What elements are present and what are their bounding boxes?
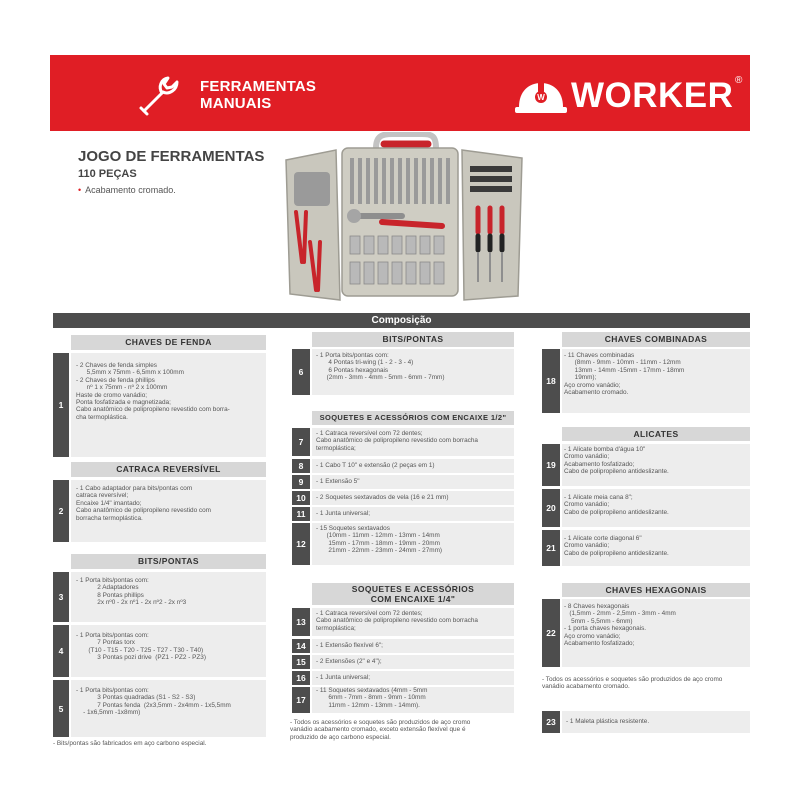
item-text: - 11 Soquetes sextavados (4mm - 5mm 6mm - 7mm - 8mm - 9mm - 10mm 11mm - 12mm - 13mm - 14mm). bbox=[316, 687, 428, 709]
item-text: - 2 Soquetes sextavados de vela (16 e 21 mm) bbox=[316, 494, 449, 501]
category-line-2: MANUAIS bbox=[200, 95, 272, 112]
item-number: 20 bbox=[542, 489, 560, 527]
heading-line-1: SOQUETES E ACESSÓRIOS bbox=[351, 584, 475, 594]
item-number: 5 bbox=[53, 680, 69, 737]
section-heading-hexagonais: CHAVES HEXAGONAIS bbox=[562, 583, 750, 597]
item-number: 6 bbox=[292, 349, 310, 395]
item-number: 8 bbox=[292, 459, 310, 473]
item-text: - 1 Maleta plástica resistente. bbox=[566, 718, 650, 725]
heading-line-2: COM ENCAIXE 1/4" bbox=[370, 593, 456, 604]
item-number: 13 bbox=[292, 608, 310, 636]
product-finish bbox=[78, 185, 176, 195]
item-number: 23 bbox=[542, 711, 560, 733]
item-text: - 1 Alicate bomba d'água 10" Cromo vanádio; Acabamento fosfatizado; Cabo de polipropileno antideslizante. bbox=[564, 446, 669, 476]
item-text: - 1 Extensão 5" bbox=[316, 478, 360, 485]
item-number: 7 bbox=[292, 428, 310, 456]
item-number: 19 bbox=[542, 444, 560, 486]
item-text: - 1 Alicate meia cana 8"; Cromo vanádio; Cabo de polipropileno antideslizante. bbox=[564, 494, 669, 516]
item-text: - 1 Cabo adaptador para bits/pontas com catraca reversível; Encaixe 1/4" imantado; Cabo anatômico de polipropileno revestido com borracha termoplástica. bbox=[76, 485, 211, 522]
finish-text: Acabamento cromado. bbox=[85, 185, 176, 195]
soquetes-note: - Todos os acessórios e soquetes são produzidos de aço cromo vanádio acabamento cromado, exceto extensão flexível que é produzido de aço carbono especial. bbox=[290, 719, 471, 741]
item-number: 9 bbox=[292, 475, 310, 489]
item-text: - 2 Chaves de fenda simples 5,5mm x 75mm - 6,5mm x 100mm - 2 Chaves de fenda phillips nº 1 x 75mm - nº 2 x 100mm Haste de cromo vanádio; Ponta fosfatizada e magnetizada; Cabo anatômico de polipropileno revestido com borra- cha termoplástica. bbox=[76, 362, 230, 421]
item-number: 3 bbox=[53, 572, 69, 622]
category-line-1: FERRAMENTAS bbox=[200, 78, 317, 95]
svg-text:W: W bbox=[537, 93, 545, 102]
item-text: - 1 Porta bits/pontas com: 4 Pontas tri-wing (1 - 2 - 3 - 4) 6 Pontas hexagonais (2mm - 3mm - 4mm - 5mm - 6mm - 7mm) bbox=[316, 352, 445, 382]
item-number: 14 bbox=[292, 639, 310, 653]
worker-logo bbox=[513, 73, 745, 119]
item-number: 21 bbox=[542, 530, 560, 566]
category-title bbox=[200, 78, 316, 112]
item-text: - 1 Cabo T 10" e extensão (2 peças em 1) bbox=[316, 462, 435, 469]
item-text: - 15 Soquetes sextavados (10mm - 11mm - 12mm - 13mm - 14mm 15mm - 17mm - 18mm - 19mm - 20mm 21mm - 22mm - 23mm - 24mm - 27mm) bbox=[316, 525, 443, 555]
bullet-dot: • bbox=[78, 185, 82, 195]
section-heading-chaves-de-fenda: CHAVES DE FENDA bbox=[71, 335, 266, 350]
item-number: 18 bbox=[542, 349, 560, 413]
section-heading-catraca: CATRACA REVERSÍVEL bbox=[71, 462, 266, 477]
item-number: 4 bbox=[53, 625, 69, 677]
section-heading-soquetes-12: SOQUETES E ACESSÓRIOS COM ENCAIXE 1/2" bbox=[312, 411, 514, 425]
product-title: JOGO DE FERRAMENTAS bbox=[78, 148, 265, 165]
brand-name: WORKER bbox=[571, 76, 734, 115]
item-text: - 1 Catraca reversível com 72 dentes; Cabo anatômico de polipropileno revestido com borracha termoplástica; bbox=[316, 430, 478, 452]
tool-case-image bbox=[282, 132, 530, 306]
item-text: - 2 Extensões (2" e 4"); bbox=[316, 658, 382, 665]
item-number: 15 bbox=[292, 655, 310, 669]
hard-hat-icon bbox=[513, 73, 569, 119]
item-number: 1 bbox=[53, 353, 69, 457]
hexagonais-note: - Todos os acessórios e soquetes são produzidos de aço cromo vanádio acabamento cromado. bbox=[542, 676, 723, 691]
item-number: 2 bbox=[53, 480, 69, 542]
item-number: 17 bbox=[292, 687, 310, 713]
item-text: - 1 Junta universal; bbox=[316, 510, 370, 517]
wrench-icon bbox=[136, 71, 184, 119]
section-heading-alicates: ALICATES bbox=[562, 427, 750, 441]
item-text: - 1 Porta bits/pontas com: 3 Pontas quadradas (S1 - S2 - S3) 7 Pontas fenda (2x3,5mm - 2x4mm - 1x5,5mm - 1x6,5mm -1x8mm) bbox=[76, 687, 231, 717]
item-number: 10 bbox=[292, 491, 310, 505]
item-text: - 8 Chaves hexagonais (1,5mm - 2mm - 2,5mm - 3mm - 4mm 5mm - 5,5mm - 6mm) - 1 porta chaves hexagonais. Aço cromo vanádio; Acabamento fosfatizado; bbox=[564, 603, 676, 648]
item-number: 22 bbox=[542, 599, 560, 667]
registered-mark: ® bbox=[735, 75, 743, 86]
section-heading-combinadas: CHAVES COMBINADAS bbox=[562, 332, 750, 347]
item-text: - 1 Junta universal; bbox=[316, 674, 370, 681]
composition-title: Composição bbox=[53, 313, 750, 328]
item-text: - 1 Porta bits/pontas com: 2 Adaptadores 8 Pontas phillips 2x nº0 - 2x nº1 - 2x nº2 - 2x nº3 bbox=[76, 577, 187, 607]
item-number: 12 bbox=[292, 523, 310, 565]
header-banner bbox=[50, 55, 750, 131]
product-subtitle: 110 PEÇAS bbox=[78, 168, 137, 180]
item-text: - 1 Extensão flexível 6"; bbox=[316, 642, 383, 649]
item-text: - 1 Catraca reversível com 72 dentes; Cabo anatômico de polipropileno revestido com borracha termoplástica; bbox=[316, 610, 478, 632]
item-text: - 11 Chaves combinadas (8mm - 9mm - 10mm - 11mm - 12mm 13mm - 14mm -15mm - 17mm - 18mm 19mm); Aço cromo vanádio; Acabamento cromado. bbox=[564, 352, 685, 397]
section-heading-bits-2: BITS/PONTAS bbox=[312, 332, 514, 347]
bits-note: - Bits/pontas são fabricados em aço carbono especial. bbox=[53, 740, 207, 747]
item-number: 16 bbox=[292, 671, 310, 685]
section-heading-bits: BITS/PONTAS bbox=[71, 554, 266, 569]
item-text: - 1 Alicate corte diagonal 6" Cromo vanádio; Cabo de polipropileno antideslizante. bbox=[564, 535, 669, 557]
section-heading-soquetes-14 bbox=[312, 583, 514, 605]
item-text: - 1 Porta bits/pontas com: 7 Pontas torx (T10 - T15 - T20 - T25 - T27 - T30 - T40) 3 Pontas pozi drive (PZ1 - PZ2 - PZ3) bbox=[76, 632, 206, 662]
item-number: 11 bbox=[292, 507, 310, 521]
